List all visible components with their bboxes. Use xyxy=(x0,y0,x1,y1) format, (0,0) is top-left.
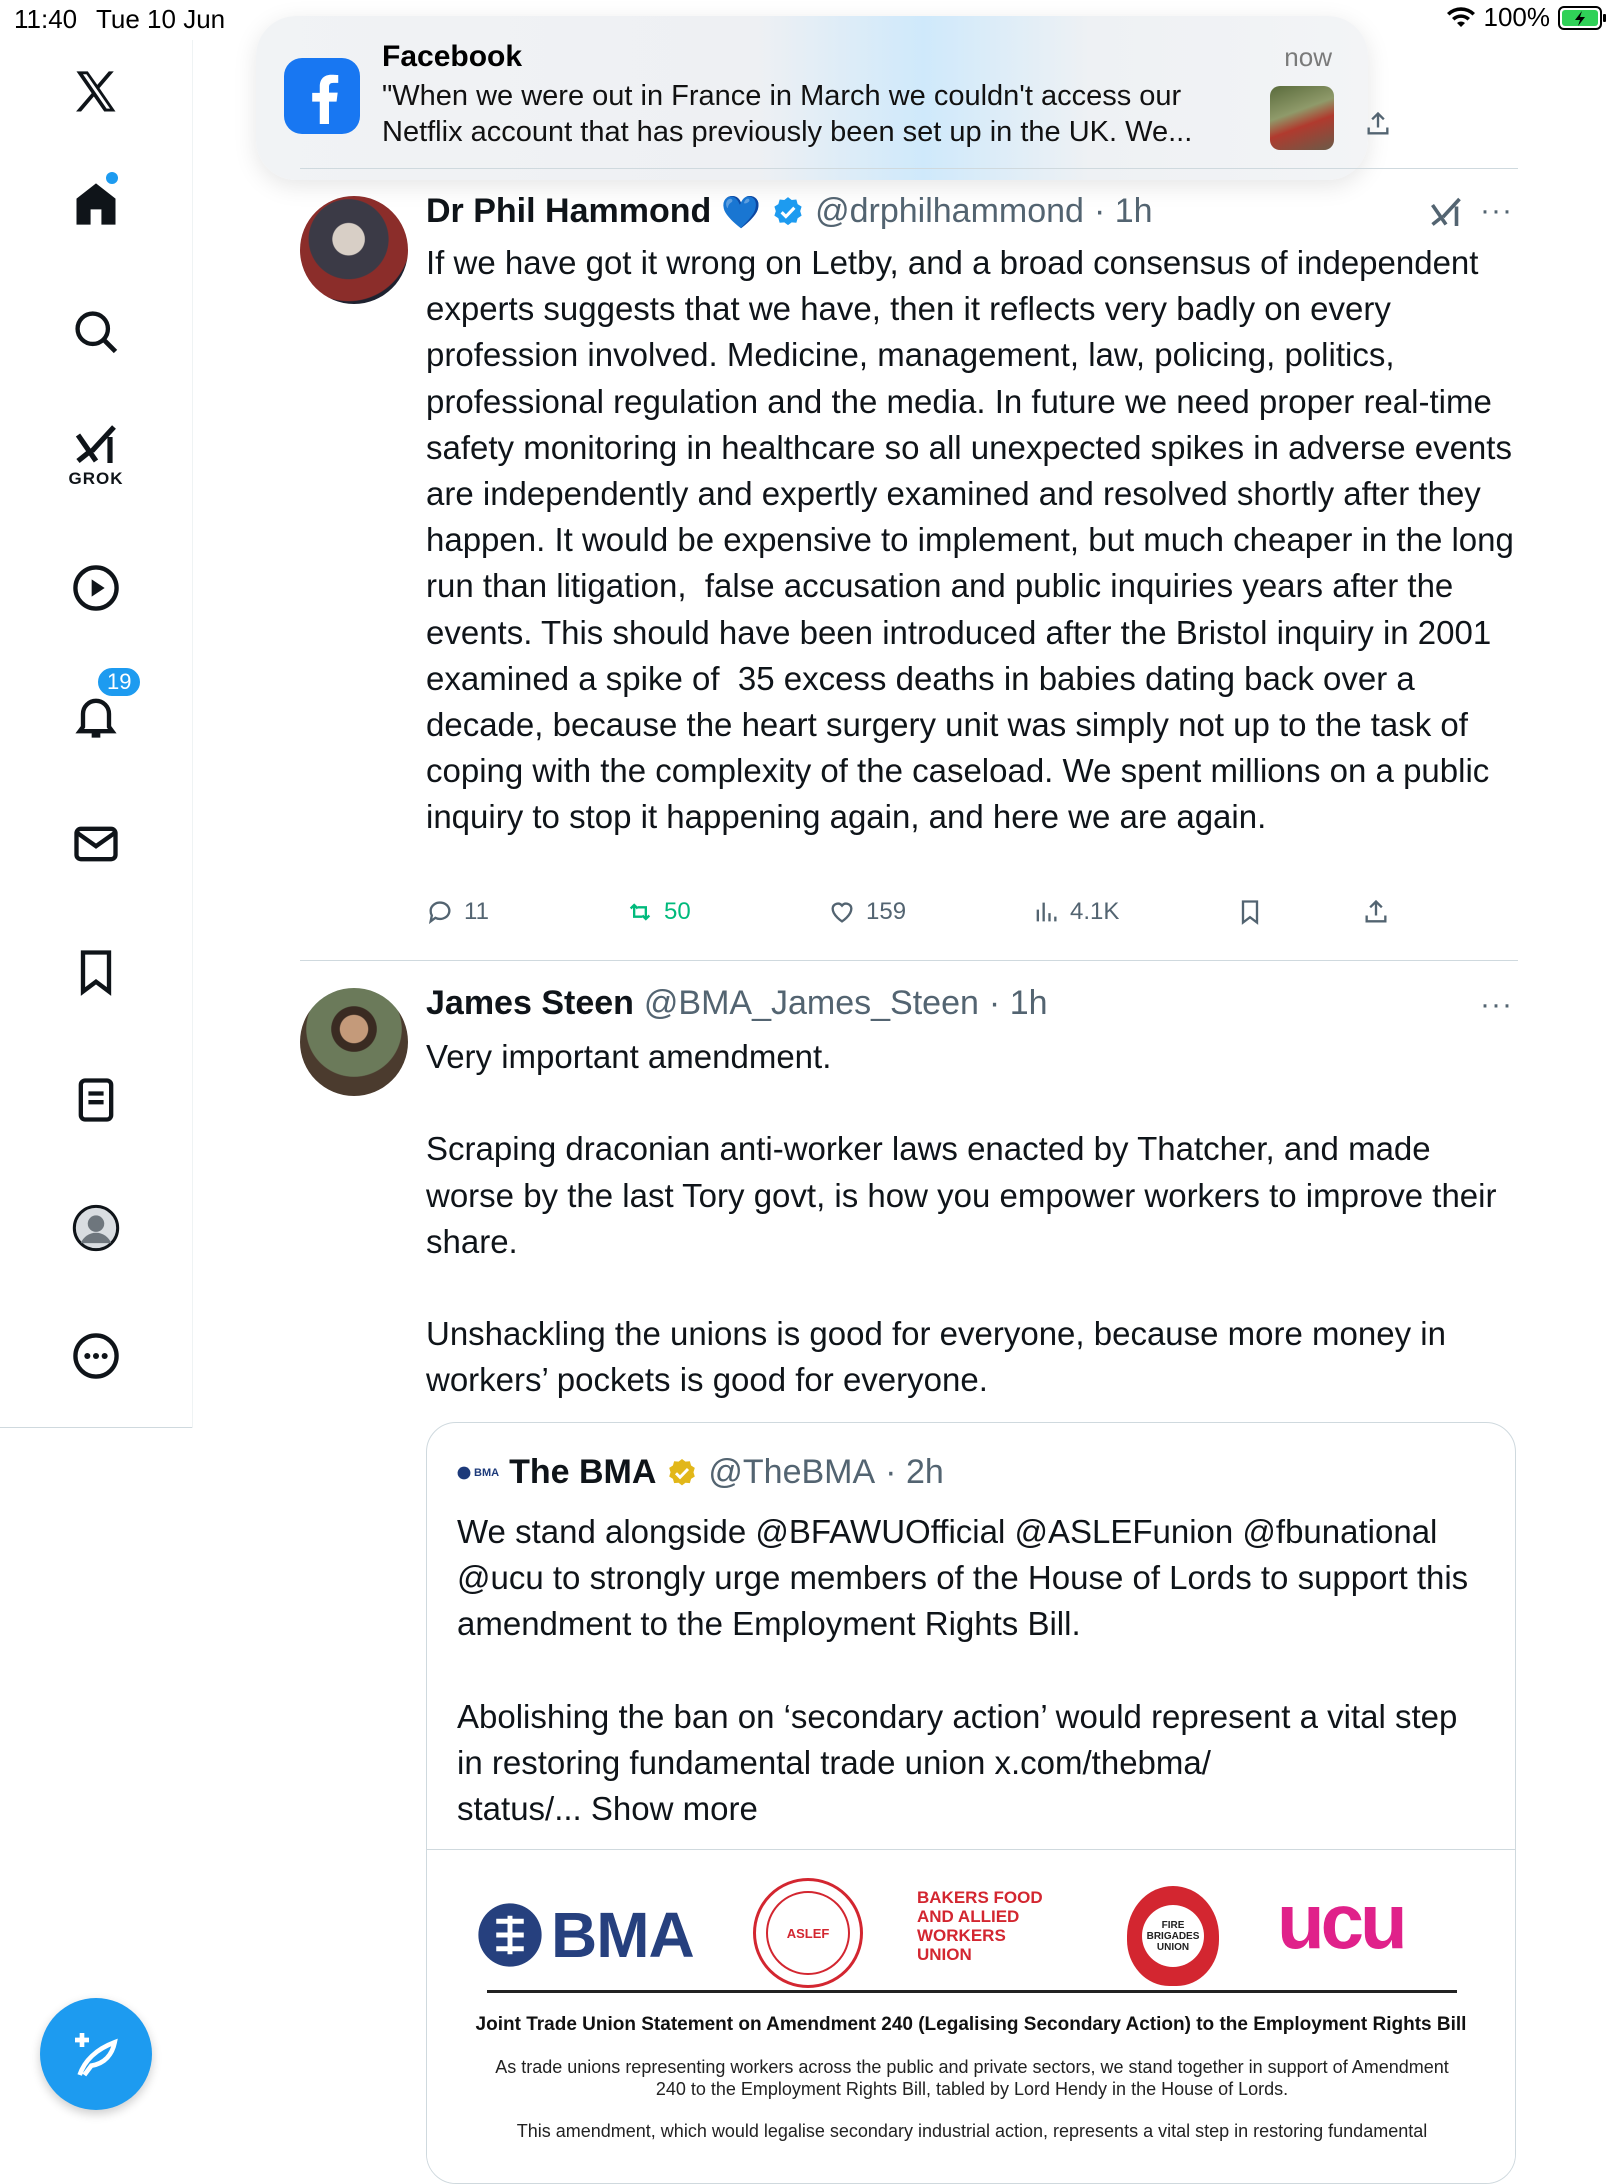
document-paragraph: This amendment, which would legalise secondary industrial action, represents a vital step in restoring fundamental xyxy=(516,2121,1428,2141)
home-icon xyxy=(70,178,122,230)
author-name[interactable]: James Steen xyxy=(426,984,634,1022)
repost-count: 50 xyxy=(664,898,691,925)
status-date: Tue 10 Jun xyxy=(96,4,226,34)
bma-emblem-icon xyxy=(477,1902,543,1968)
tweet-header xyxy=(426,984,1048,1023)
bma-avatar xyxy=(457,1466,499,1480)
sidebar-item-home[interactable] xyxy=(52,160,140,248)
reply-count: 11 xyxy=(464,898,489,925)
sidebar-divider xyxy=(0,1427,192,1428)
show-more-link[interactable]: Show more xyxy=(590,1790,758,1828)
bma-logo-text: BMA xyxy=(551,1899,694,1971)
ucu-logo xyxy=(1277,1877,1404,1965)
document-paragraph: As trade unions representing workers across the public and private sectors, we stand together in support of Amendment 240 to the Employment Rights Bill, tabled by Lord Hendy in the House of Lords. xyxy=(495,2057,1449,2099)
like-button[interactable] xyxy=(828,898,906,926)
sidebar-item-profile[interactable] xyxy=(52,1184,140,1272)
avatar[interactable] xyxy=(300,196,408,304)
tweet-text: If we have got it wrong on Letby, and a broad consensus of independent experts suggests that we have, then it reflects very badly on every profession involved. Medicine, management, law, policing, politics, professional regulation and the media. In future we need proper real-time safety monitoring in healthcare so all unexpected spikes in adverse events are independently and expertly examined and resolved shortly after they happen. It would be expensive to implement, but much cheaper in the long run than litigation, false accusation and public inquiries years after the events. This should have been introduced after the Bristol inquiry in 2001 examined a spike of 35 excess deaths in babies dating back over a decade, because the heart surgery unit was simply not up to the task of coping with the complexity of the caseload. We spent millions on a public inquiry to stop it happening again, and here we are again. xyxy=(426,244,1524,836)
author-handle[interactable]: @drphilhammond xyxy=(815,192,1084,230)
bma-logo-icon xyxy=(457,1466,471,1480)
bookmark-button[interactable] xyxy=(1236,898,1264,926)
fbu-logo-text: FIRE BRIGADES UNION xyxy=(1146,1919,1200,1953)
tweet-time[interactable]: · 1h xyxy=(988,984,1048,1022)
notification-app-name: Facebook xyxy=(382,40,523,73)
author-handle[interactable]: @BMA_James_Steen xyxy=(643,984,979,1022)
grok-label: GROK xyxy=(68,469,124,488)
mail-icon xyxy=(70,818,122,870)
sidebar-item-messages[interactable] xyxy=(52,800,140,888)
notification-badge: 19 xyxy=(96,666,142,698)
view-count: 4.1K xyxy=(1070,898,1120,925)
more-circle-icon xyxy=(70,1330,122,1382)
timeline-divider xyxy=(300,168,1518,169)
quoted-tweet-text xyxy=(457,1509,1477,1832)
tweet-header xyxy=(426,192,1153,231)
notification-thumbnail xyxy=(1270,86,1334,150)
more-options-icon[interactable]: ··· xyxy=(1480,988,1513,1021)
views-chart-icon xyxy=(1032,898,1060,926)
quoted-tweet-body: We stand alongside @BFAWUOfficial @ASLEFunion @fbunational @ucu to strongly urge members of the House of Lords to support this amendment to the Employment Rights Bill. Abolishing the ban on ‘secondary action’ would represent a vital step in restoring fundamental trade union x.com/thebma/ status/... xyxy=(457,1513,1469,1828)
document-title: Joint Trade Union Statement on Amendment 240 (Legalising Secondary Action) to the Employment Rights Bill xyxy=(475,2014,1467,2035)
heart-icon xyxy=(828,898,856,926)
quoted-tweet[interactable] xyxy=(426,1422,1516,2184)
notification-time: now xyxy=(1284,42,1332,72)
sidebar-item-videos[interactable] xyxy=(52,544,140,632)
author-name[interactable]: Dr Phil Hammond xyxy=(426,192,712,230)
timeline-divider xyxy=(300,960,1518,961)
facebook-app-icon xyxy=(284,58,360,134)
play-circle-icon xyxy=(70,562,122,614)
facebook-notification[interactable] xyxy=(256,16,1368,180)
battery-charging-icon xyxy=(1558,5,1608,31)
fbu-logo xyxy=(1127,1886,1219,1986)
reply-icon xyxy=(426,898,454,926)
tweet-time[interactable]: · 1h xyxy=(1093,192,1153,230)
bookmark-icon xyxy=(1236,898,1264,926)
x-logo-button[interactable] xyxy=(52,48,140,136)
sidebar-item-explore[interactable] xyxy=(52,288,140,376)
x-logo-icon xyxy=(70,66,122,118)
reply-button[interactable] xyxy=(426,898,489,926)
more-options-icon[interactable]: ··· xyxy=(1480,194,1513,227)
ucu-logo-text: ucu xyxy=(1277,1877,1404,1965)
wifi-icon xyxy=(1446,6,1476,30)
gold-verified-badge-icon xyxy=(666,1457,698,1489)
unread-dot xyxy=(106,172,118,184)
document-rule xyxy=(487,1990,1457,1993)
sidebar-item-notifications[interactable] xyxy=(52,669,140,760)
sidebar-item-more[interactable] xyxy=(52,1312,140,1400)
quoted-tweet-header xyxy=(457,1453,944,1492)
verified-badge-icon xyxy=(771,195,805,229)
bfawu-logo-text: BAKERS FOOD AND ALLIED WORKERS UNION xyxy=(917,1888,1043,1964)
grok-icon xyxy=(72,423,120,471)
tweet-text: Very important amendment. Scraping draconian anti-worker laws enacted by Thatcher, and made worse by the last Tory govt, is how you empower workers to improve their share. Unshackling the unions is good for everyone, because more money in workers’ pockets is good for everyone. xyxy=(426,1038,1497,1399)
sidebar-item-grok[interactable] xyxy=(52,412,140,500)
like-count: 159 xyxy=(866,898,907,925)
statement-image[interactable] xyxy=(427,1849,1515,2184)
sidebar-item-lists[interactable] xyxy=(52,1056,140,1144)
aslef-logo-text: ASLEF xyxy=(786,1925,830,1941)
status-time: 11:40 xyxy=(14,4,78,34)
aslef-logo xyxy=(753,1878,863,1988)
share-button[interactable] xyxy=(1362,898,1390,926)
compose-feather-icon xyxy=(68,2026,124,2082)
avatar[interactable] xyxy=(300,988,408,1096)
battery-percent: 100% xyxy=(1483,2,1550,32)
list-icon xyxy=(70,1074,122,1126)
bfawu-logo xyxy=(917,1888,1057,1964)
status-indicators xyxy=(1446,2,1609,33)
quoted-author-handle[interactable]: @TheBMA xyxy=(708,1453,876,1491)
share-icon[interactable] xyxy=(1364,110,1392,138)
facebook-logo-icon xyxy=(298,68,346,124)
sidebar-item-bookmarks[interactable] xyxy=(52,928,140,1016)
grok-explain-icon[interactable] xyxy=(1428,194,1464,234)
compose-button[interactable] xyxy=(40,1998,152,2110)
blue-heart-emoji: 💙 xyxy=(721,193,762,230)
bookmark-icon xyxy=(70,946,122,998)
share-icon xyxy=(1362,898,1390,926)
bma-avatar-text: BMA xyxy=(474,1466,500,1479)
quoted-tweet-time[interactable]: · 2h xyxy=(885,1453,944,1491)
bma-logo xyxy=(477,1898,694,1972)
tweet-actions xyxy=(426,898,1386,938)
repost-icon xyxy=(626,898,654,926)
views-button[interactable] xyxy=(1032,898,1119,926)
repost-button[interactable] xyxy=(626,898,691,926)
search-icon xyxy=(70,306,122,358)
notification-body: "When we were out in France in March we couldn't access our Netflix account that has previously been set up in the UK. We... xyxy=(382,80,1193,148)
profile-avatar-icon xyxy=(70,1202,122,1254)
quoted-author-name[interactable]: The BMA xyxy=(509,1453,657,1491)
